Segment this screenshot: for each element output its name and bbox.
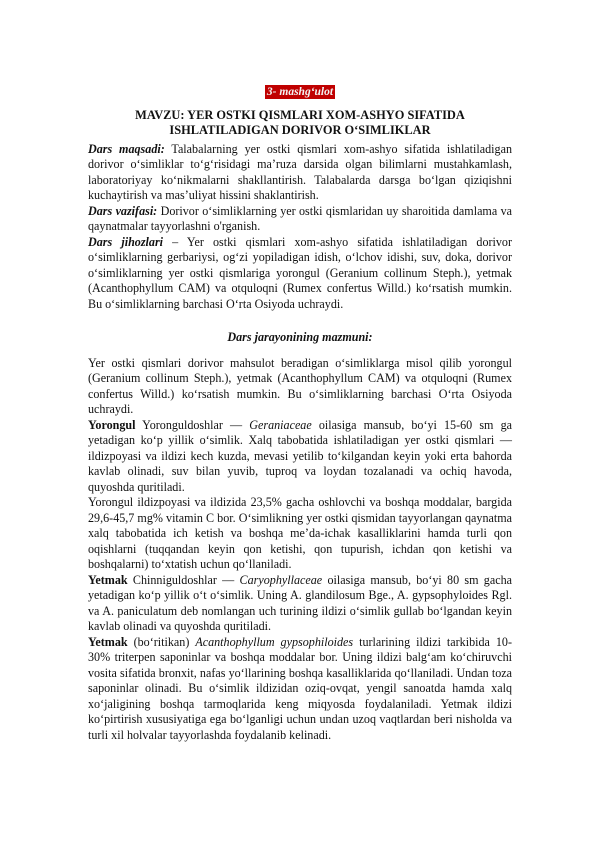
equipment-label: Dars jihozlari [88,234,164,249]
title-line-2: ISHLATILADIGAN DORIVOR O‘SIMLIKLAR [169,122,431,137]
yorongul-paragraph [88,418,512,496]
yorongul-paragraph-2: Yorongul ildizpoyasi va ildizida 23,5% gacha oshlovchi va boshqa moddalar, bargida 29,6-45,7 mg% vitamin C bor. O‘simlikning yer ostki qismidan tayyorlangan qaynatma xalq tabobatida ich ketish va boshqa me’da-ichak kasalliklarini hamda turli qon oqishlarni (tuqqandan keyin qon ketishi, qon tupurish, ichdan qon ketishi va boshqalarni) to‘xtatish uchun qo‘llaniladi. [88,495,512,571]
yetmak2-text-2: turlarining ildizi tarkibida 10-30% triterpen saponinlar va boshqa moddalar bor. Uning ildizi balg‘am ko‘chiruvchi vosita sifatida bronxit, nafas yo‘llarining boshqa kasalliklarida qo‘llaniladi. Undan toza saponinlar olinadi. Bu o‘simlik ildizidan oziq-ovqat, yengil sanoatda hamda xalq xo‘jaligining boshqa tarmoqlarida keng miqyosda foydalaniladi. Yetmak ildizi ko‘pirtirish xususiyatiga ega bo‘lganligi uchun undan uzoq vaqtlardan beri nisholda va turli xil holvalar tayyorlashda foydalanib kelinadi. [88,634,512,742]
goal-label: Dars maqsadi: [88,141,165,156]
yetmak2-species: Acanthophyllum gypsophiloides [195,634,354,649]
section-subheading: Dars jarayonining mazmuni: [227,330,373,344]
yetmak-family: Caryophyllaceae [239,572,323,587]
yetmak2-text-1: (bo‘ritikan) [127,634,196,649]
yetmak-paragraph [88,573,512,635]
yetmak-text-1: Chinniguldoshlar — [127,572,240,587]
task-paragraph [88,204,512,235]
goal-text: Talabalarning yer ostki qismlari xom-ashyo sifatida ishlatiladigan dorivor o‘simliklar to‘g‘risidagi ma’ruza darsida olgan bilimlarni mustahkamlash, laboratoriyay ko‘nikmalarni shakllantirish. Talabalarda darsga bo‘lgan qiziqishni kuchaytirish va mas’uliyat hissini shaklantirish. [88,141,512,202]
page-content [88,84,512,743]
yetmak-text-2: oilasiga mansub, bo‘yi 80 sm gacha yetadigan ko‘p yillik o‘t o‘simlik. Uning A. glandilosum Bge., A. gypsophyloides Rgl. va A. paniculatum deb nomlangan uch turining ildizi o‘simlik gullab bo‘lgandan keyin kavlab olinadi va quyoshda quritiladi. [88,572,512,633]
yorongul-label: Yorongul [88,417,136,432]
yorongul-text-1: Yoronguldoshlar — [135,417,250,432]
goal-paragraph [88,142,512,204]
lesson-number-badge: 3- mashg‘ulot [266,86,334,98]
task-text: Dorivor o‘simliklarning yer ostki qismlaridan uy sharoitida damlama va qaynatmalar tayyorlashni o'rganish. [88,203,512,233]
equipment-text: – Yer ostki qismlari xom-ashyo sifatida ishlatiladigan dorivor o‘simliklarning gerbariysi, og‘zi yopiladigan idish, o‘lchov idishi, suv, doka, dorivor o‘simliklarning yer ostki qismlariga yorongul (Geranium collinum Steph.), yetmak (Acanthophyllum CAM) va otquloqni (Rumex confertus Willd.) ko‘rsatish mumkin. Bu o‘simliklarning barchasi O‘rta Osiyoda uchraydi. [88,234,513,311]
yetmak-paragraph-2 [88,635,512,744]
intro-paragraph: Yer ostki qismlari dorivor mahsulot beradigan o‘simliklarga misol qilib yorongul (Geranium collinum Steph.), yetmak (Acanthophyllum CAM) va otquloqni (Rumex confertus Willd.) ko‘rsatish mumkin. Bu o‘simliklarning barchasi O‘rta Osiyoda uchraydi. [88,355,512,416]
yorongul-text-2: oilasiga mansub, bo‘yi 15-60 sm ga yetadigan ko‘p yillik o‘simlik. Xalq tabobatida ishlatiladigan yer ostki qismlari — ildizpoyasi va ildizi kech kuzda, mevasi yetilib to‘kilgandan keyin yoki erta bahorda kavlab olinadi, suv bilan yuvib, tuproq va loydan tozalanadi va ochiq havoda, quyoshda quritiladi. [88,417,512,494]
page-title [88,108,512,138]
task-label: Dars vazifasi: [88,203,158,218]
equipment-paragraph [88,235,512,313]
yetmak2-label: Yetmak [88,634,128,649]
yetmak-label: Yetmak [88,572,128,587]
title-line-1: MAVZU: YER OSTKI QISMLARI XOM-ASHYO SIFATIDA [135,107,465,122]
yorongul-family: Geraniaceae [249,417,312,432]
lesson-badge-wrap [88,84,512,100]
